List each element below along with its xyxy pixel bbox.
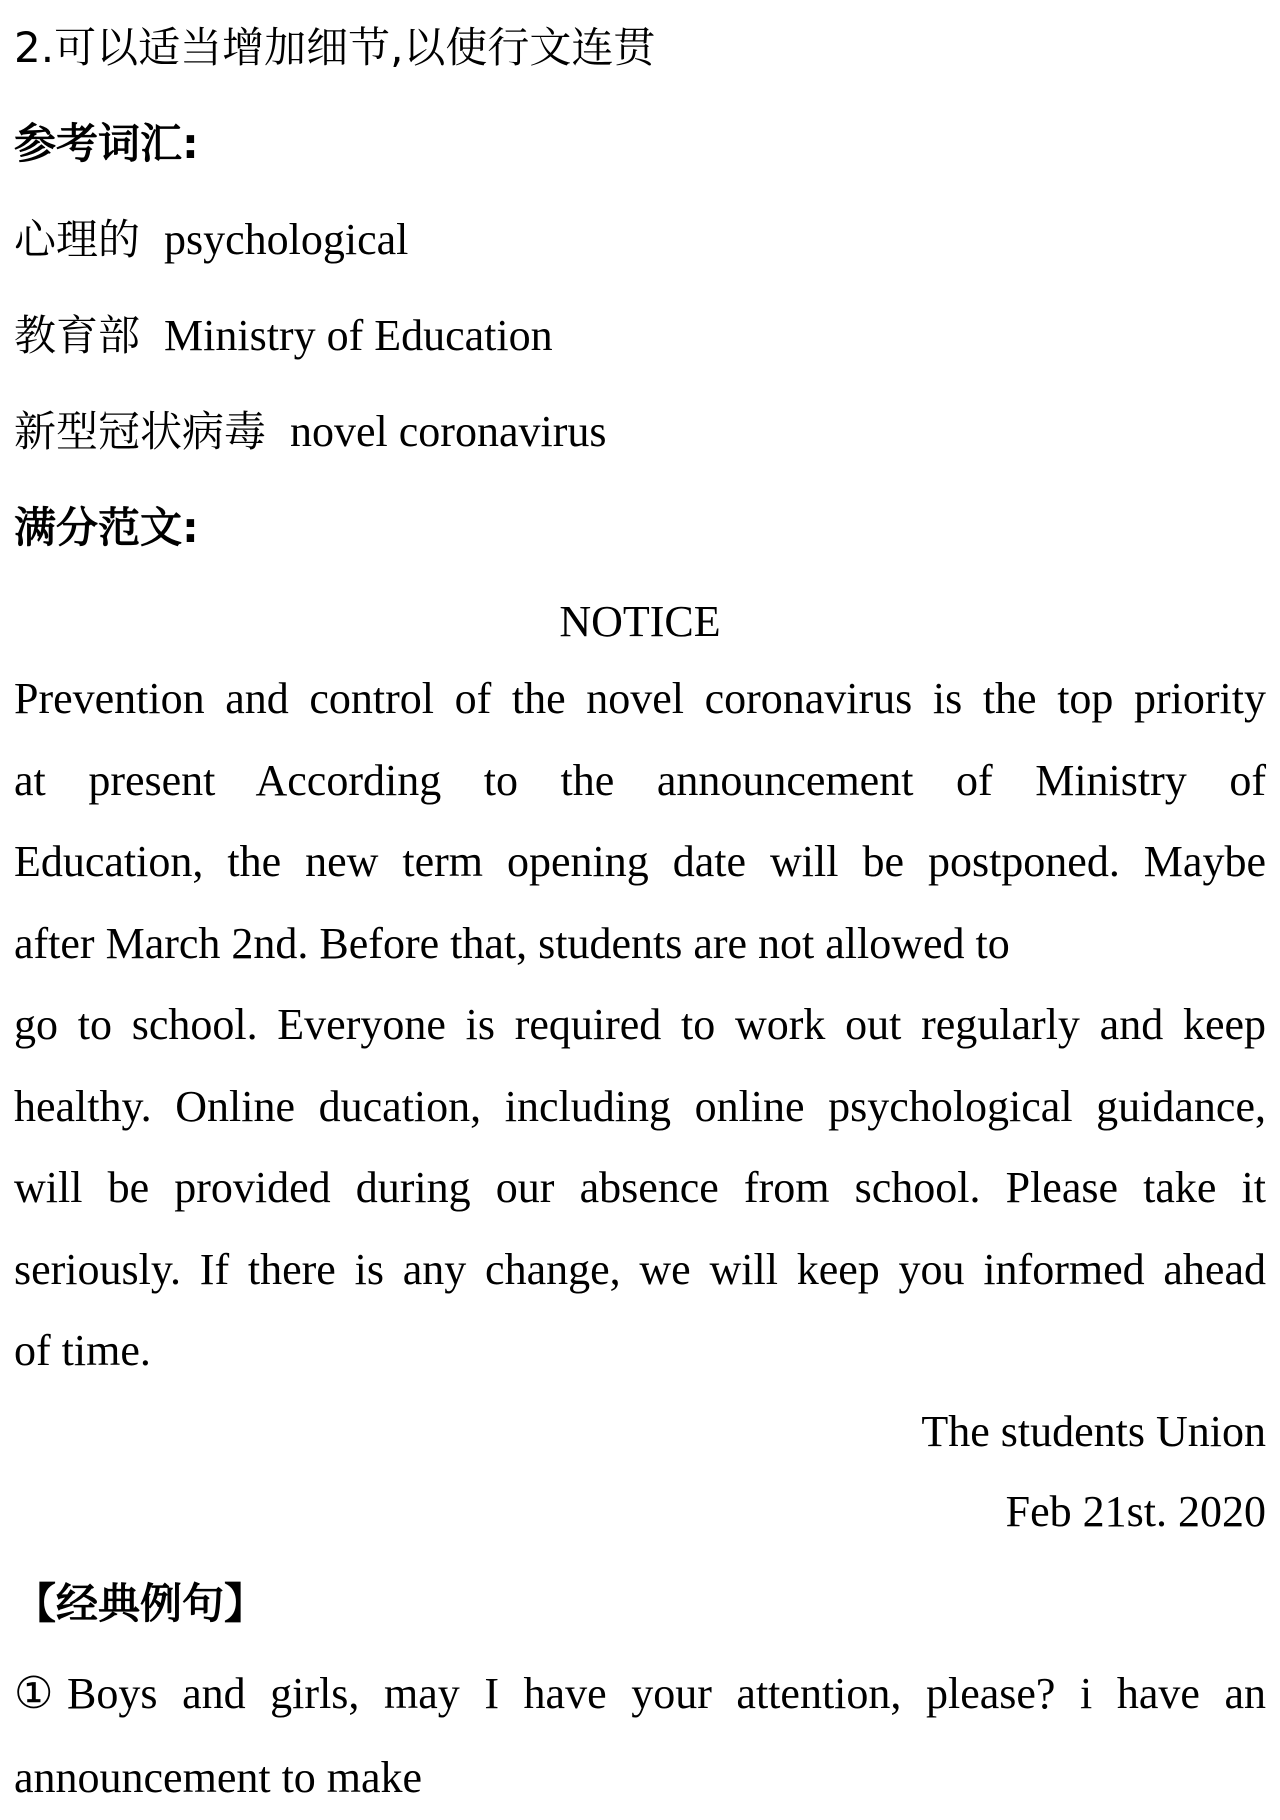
vocab-zh: 新型冠状病毒 [14, 407, 267, 456]
notice-line: healthy. Online ducation, including online psychological guidance, [14, 1081, 1266, 1131]
requirement-line: 2.可以适当增加细节,以使行文连贯 [14, 23, 656, 72]
vocab-zh: 心理的 [14, 215, 141, 264]
vocab-en: Ministry of Education [164, 311, 553, 360]
example-line: announcement to make [14, 1752, 423, 1802]
notice-signature: The students Union [921, 1406, 1266, 1456]
notice-title: NOTICE [559, 597, 721, 646]
notice-line: after March 2nd. Before that, students are not allowed to [14, 918, 1010, 968]
document-page [14, 0, 1266, 1820]
vocab-en: novel coronavirus [290, 407, 607, 456]
example-item [14, 1652, 1266, 1820]
vocab-heading: 参考词汇: [14, 119, 199, 168]
notice-date: Feb 21st. 2020 [1005, 1486, 1266, 1536]
vocab-en: psychological [164, 215, 409, 264]
vocab-zh: 教育部 [14, 311, 141, 360]
vocab-item [14, 288, 1266, 384]
examples-heading: 【经典例句】 [14, 1578, 267, 1628]
notice-line: at present According to the announcement of Ministry of [14, 755, 1266, 805]
notice-body [14, 658, 1266, 1392]
model-heading: 满分范文: [14, 503, 199, 552]
notice-line: go to school. Everyone is required to work out regularly and keep [14, 1000, 1266, 1049]
vocab-item [14, 192, 1266, 288]
notice-line: seriously. If there is any change, we will keep you informed ahead [14, 1244, 1266, 1294]
notice-line: Prevention and control of the novel coronavirus is the top priority [14, 674, 1266, 723]
notice-line: Education, the new term opening date will be postponed. Maybe [14, 837, 1266, 886]
notice-line: will be provided during our absence from school. Please take it [14, 1163, 1266, 1212]
vocab-item [14, 384, 1266, 480]
example-line: ①Boys and girls, may I have your attention, please? i have an [14, 1668, 1266, 1718]
notice-line: of time. [14, 1326, 151, 1375]
